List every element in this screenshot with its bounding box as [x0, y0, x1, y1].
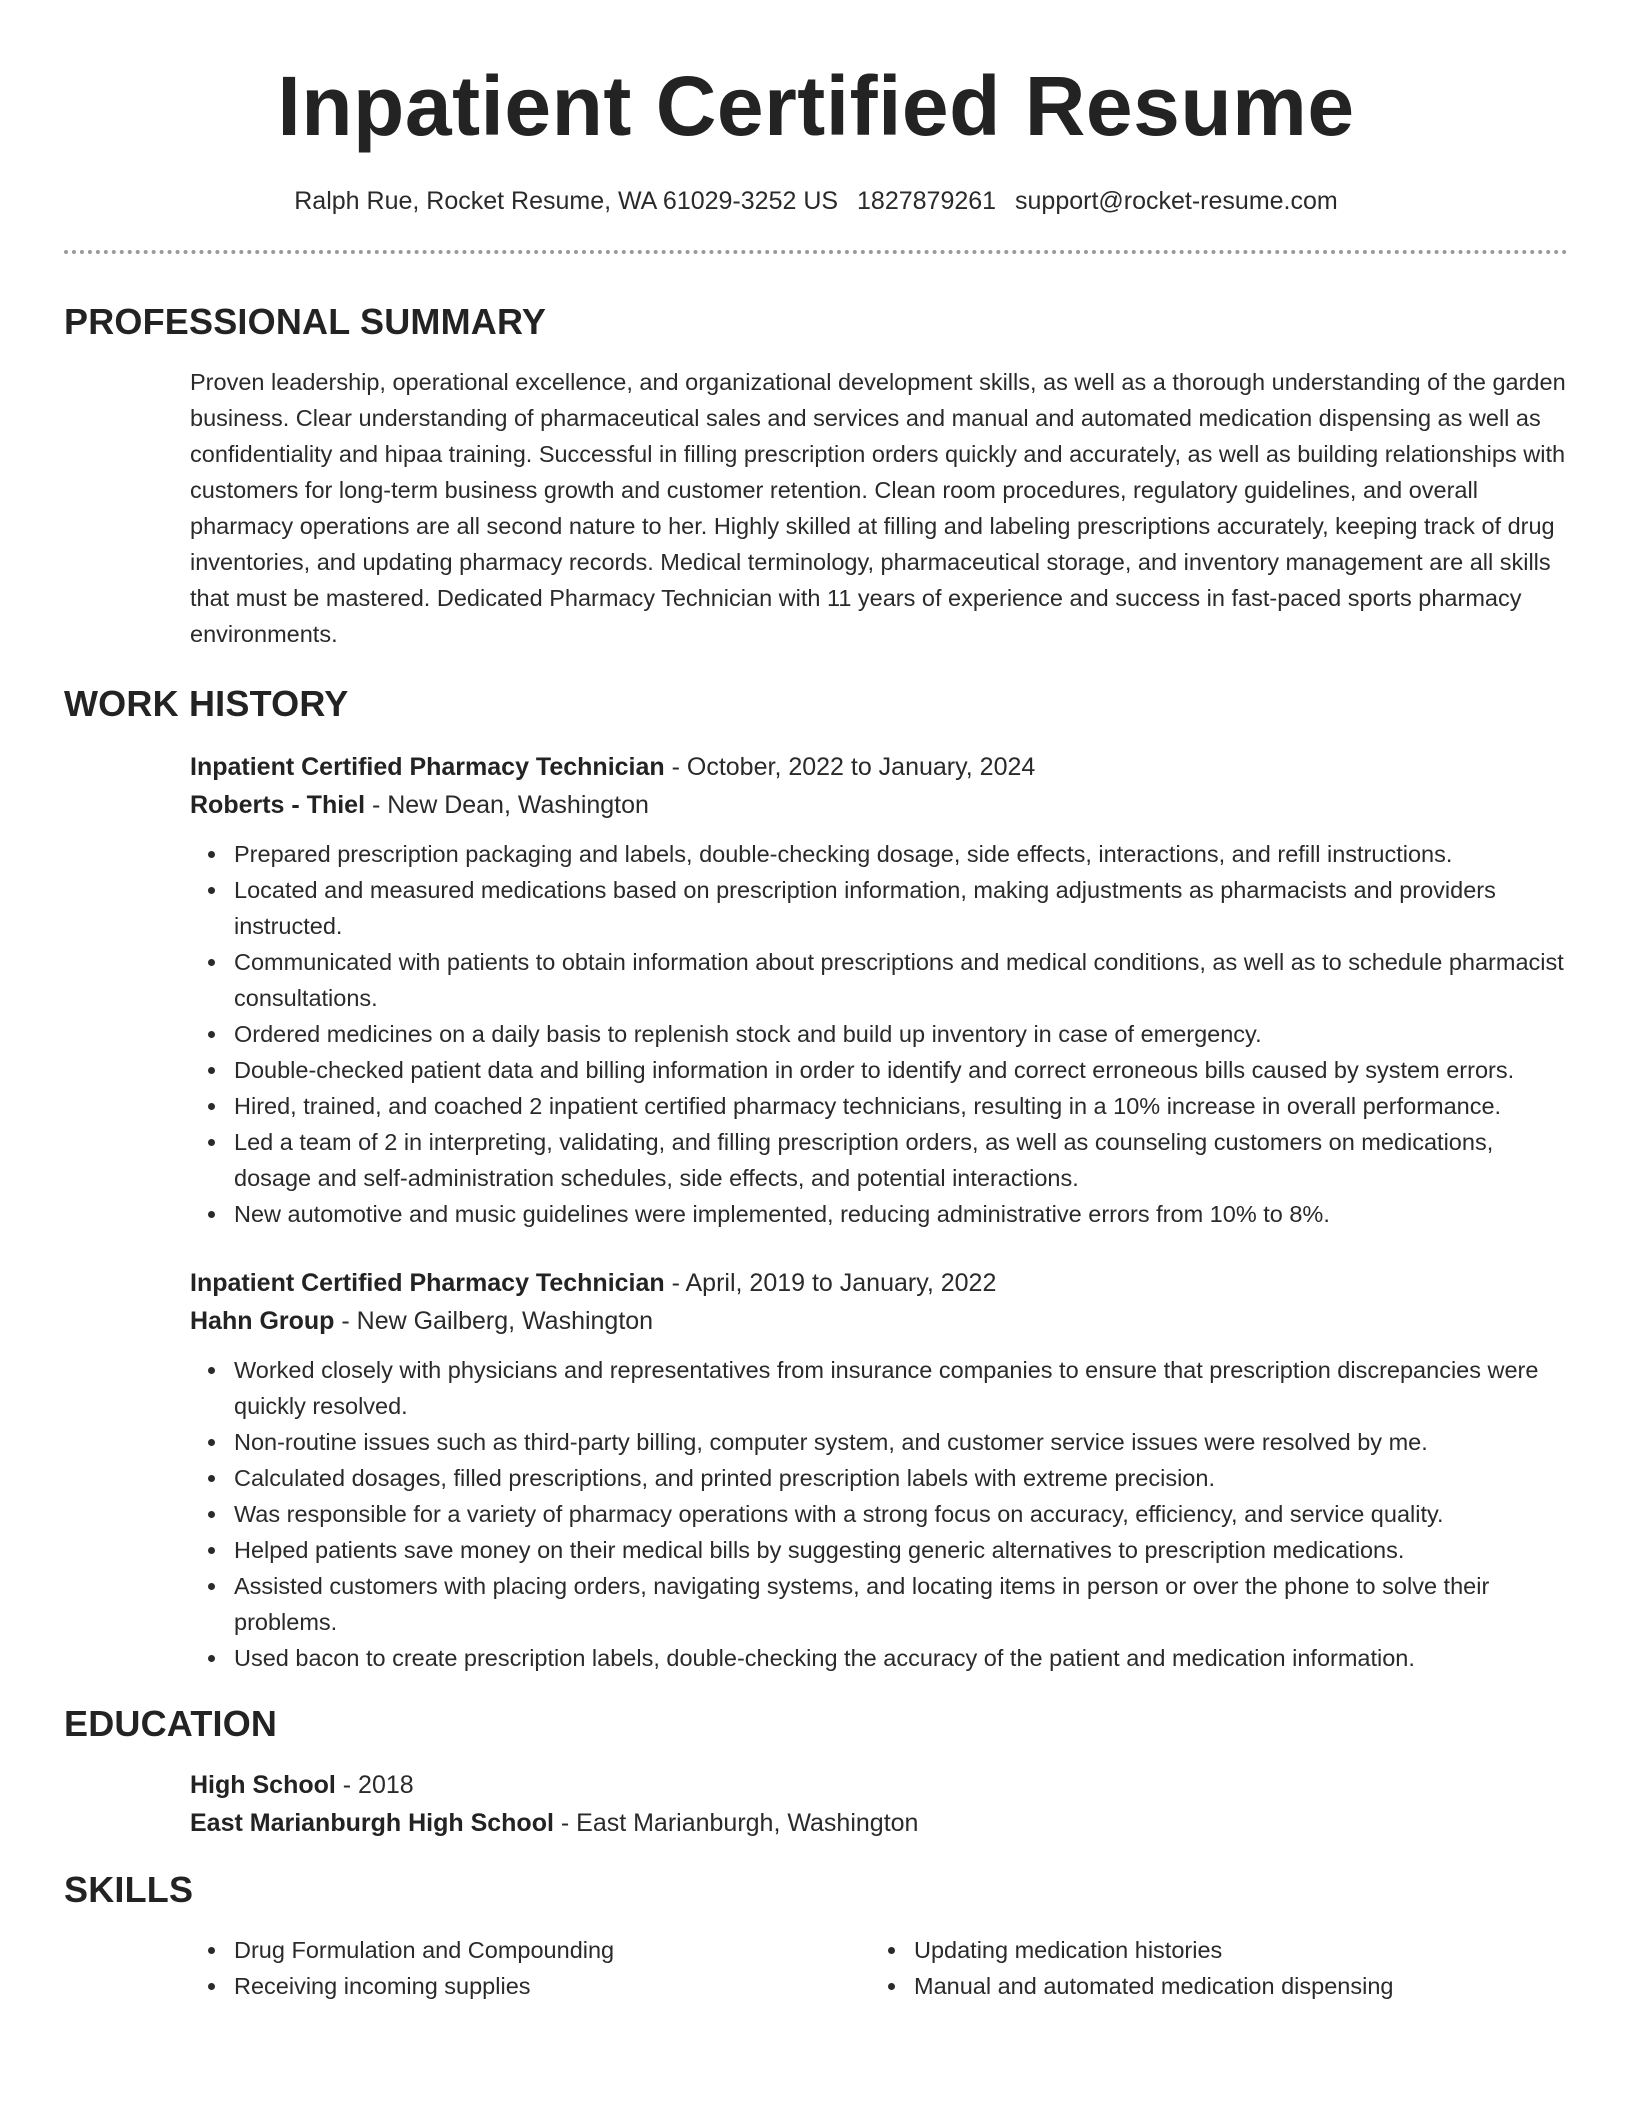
- list-item: Prepared prescription packaging and labels, double-checking dosage, side effects, interactions, and refill instructions.: [234, 836, 1568, 872]
- job-company-line: [190, 786, 1568, 824]
- contact-line: [64, 184, 1568, 218]
- job-company: Hahn Group: [190, 1307, 335, 1335]
- job-bullets: [190, 1352, 1568, 1676]
- summary-text: Proven leadership, operational excellence, and organizational development skills, as well as a thorough understanding of the garden business. Clear understanding of pharmaceutical sales and services and manual and automated medication dispensing as well as confidentiality and hipaa training. Successful in filling prescription orders quickly and accurately, as well as building relationships with customers for long-term business growth and customer retention. Clean room procedures, regulatory guidelines, and overall pharmacy operations are all second nature to her. Highly skilled at filling and labeling prescriptions accurately, keeping track of drug inventories, and updating pharmacy records. Medical terminology, pharmaceutical storage, and inventory management are all skills that must be mastered. Dedicated Pharmacy Technician with 11 years of experience and success in fast-paced sports pharmacy environments.: [190, 369, 1566, 647]
- education-entry: [64, 1766, 1568, 1842]
- job-location: - New Gailberg, Washington: [334, 1307, 654, 1335]
- list-item: Led a team of 2 in interpreting, validating, and filling prescription orders, as well as counseling customers on medications, dosage and self-administration schedules, side effects, and potential interactions.: [234, 1124, 1568, 1196]
- job-bullets: [190, 836, 1568, 1232]
- skills-heading: SKILLS: [64, 1869, 194, 1910]
- list-item: Double-checked patient data and billing information in order to identify and correct erroneous bills caused by system errors.: [234, 1052, 1568, 1088]
- resume-title: Inpatient Certified Resume: [277, 59, 1355, 153]
- job-entry-2: [64, 1264, 1568, 1676]
- job-dates: - April, 2019 to January, 2022: [664, 1269, 997, 1297]
- list-item: Helped patients save money on their medical bills by suggesting generic alternatives to prescription medications.: [234, 1532, 1568, 1568]
- list-item: Located and measured medications based on prescription information, making adjustments as pharmacists and providers instructed.: [234, 872, 1568, 944]
- skills-right-column: [870, 1932, 1568, 2004]
- education-location: - East Marianburgh, Washington: [553, 1809, 919, 1837]
- job-location: - New Dean, Washington: [365, 791, 649, 819]
- list-item: Ordered medicines on a daily basis to replenish stock and build up inventory in case of emergency.: [234, 1016, 1568, 1052]
- summary-heading: PROFESSIONAL SUMMARY: [64, 301, 547, 342]
- skill-item: Updating medication histories: [914, 1932, 1568, 1968]
- header-divider: [64, 250, 1568, 254]
- list-item: Non-routine issues such as third-party billing, computer system, and customer service issues were resolved by me.: [234, 1424, 1568, 1460]
- skill-item: Receiving incoming supplies: [234, 1968, 870, 2004]
- list-item: Used bacon to create prescription labels, double-checking the accuracy of the patient and medication information.: [234, 1640, 1568, 1676]
- list-item: Calculated dosages, filled prescriptions, and printed prescription labels with extreme precision.: [234, 1460, 1568, 1496]
- job-company-line: [190, 1302, 1568, 1340]
- education-school-line: [190, 1804, 1568, 1842]
- job-title-line: [190, 748, 1568, 786]
- list-item: Hired, trained, and coached 2 inpatient certified pharmacy technicians, resulting in a 10% increase in overall performance.: [234, 1088, 1568, 1124]
- work-history-heading: WORK HISTORY: [64, 683, 349, 724]
- education-school: East Marianburgh High School: [190, 1809, 554, 1837]
- list-item: New automotive and music guidelines were implemented, reducing administrative errors from 10% to 8%.: [234, 1196, 1568, 1232]
- list-item: Assisted customers with placing orders, navigating systems, and locating items in person or over the phone to solve their problems.: [234, 1568, 1568, 1640]
- education-degree: High School: [190, 1771, 336, 1799]
- list-item: Worked closely with physicians and representatives from insurance companies to ensure that prescription discrepancies were quickly resolved.: [234, 1352, 1568, 1424]
- job-entry-1: [64, 748, 1568, 1232]
- list-item: Communicated with patients to obtain information about prescriptions and medical conditions, as well as to schedule pharmacist consultations.: [234, 944, 1568, 1016]
- contact-email[interactable]: support@rocket-resume.com: [1015, 187, 1338, 215]
- contact-phone: 1827879261: [857, 187, 997, 215]
- contact-address: Ralph Rue, Rocket Resume, WA 61029-3252 US: [294, 187, 839, 215]
- list-item: Was responsible for a variety of pharmacy operations with a strong focus on accuracy, efficiency, and service quality.: [234, 1496, 1568, 1532]
- job-title: Inpatient Certified Pharmacy Technician: [190, 753, 665, 781]
- job-dates: - October, 2022 to January, 2024: [664, 753, 1036, 781]
- skill-item: Drug Formulation and Compounding: [234, 1932, 870, 1968]
- job-title: Inpatient Certified Pharmacy Technician: [190, 1269, 665, 1297]
- skill-item: Manual and automated medication dispensing: [914, 1968, 1568, 2004]
- skills-left-column: [190, 1932, 870, 2004]
- education-degree-line: [190, 1766, 1568, 1804]
- skills-grid: [64, 1932, 1568, 2004]
- job-company: Roberts - Thiel: [190, 791, 366, 819]
- education-heading: EDUCATION: [64, 1703, 278, 1744]
- education-year: - 2018: [335, 1771, 414, 1799]
- job-title-line: [190, 1264, 1568, 1302]
